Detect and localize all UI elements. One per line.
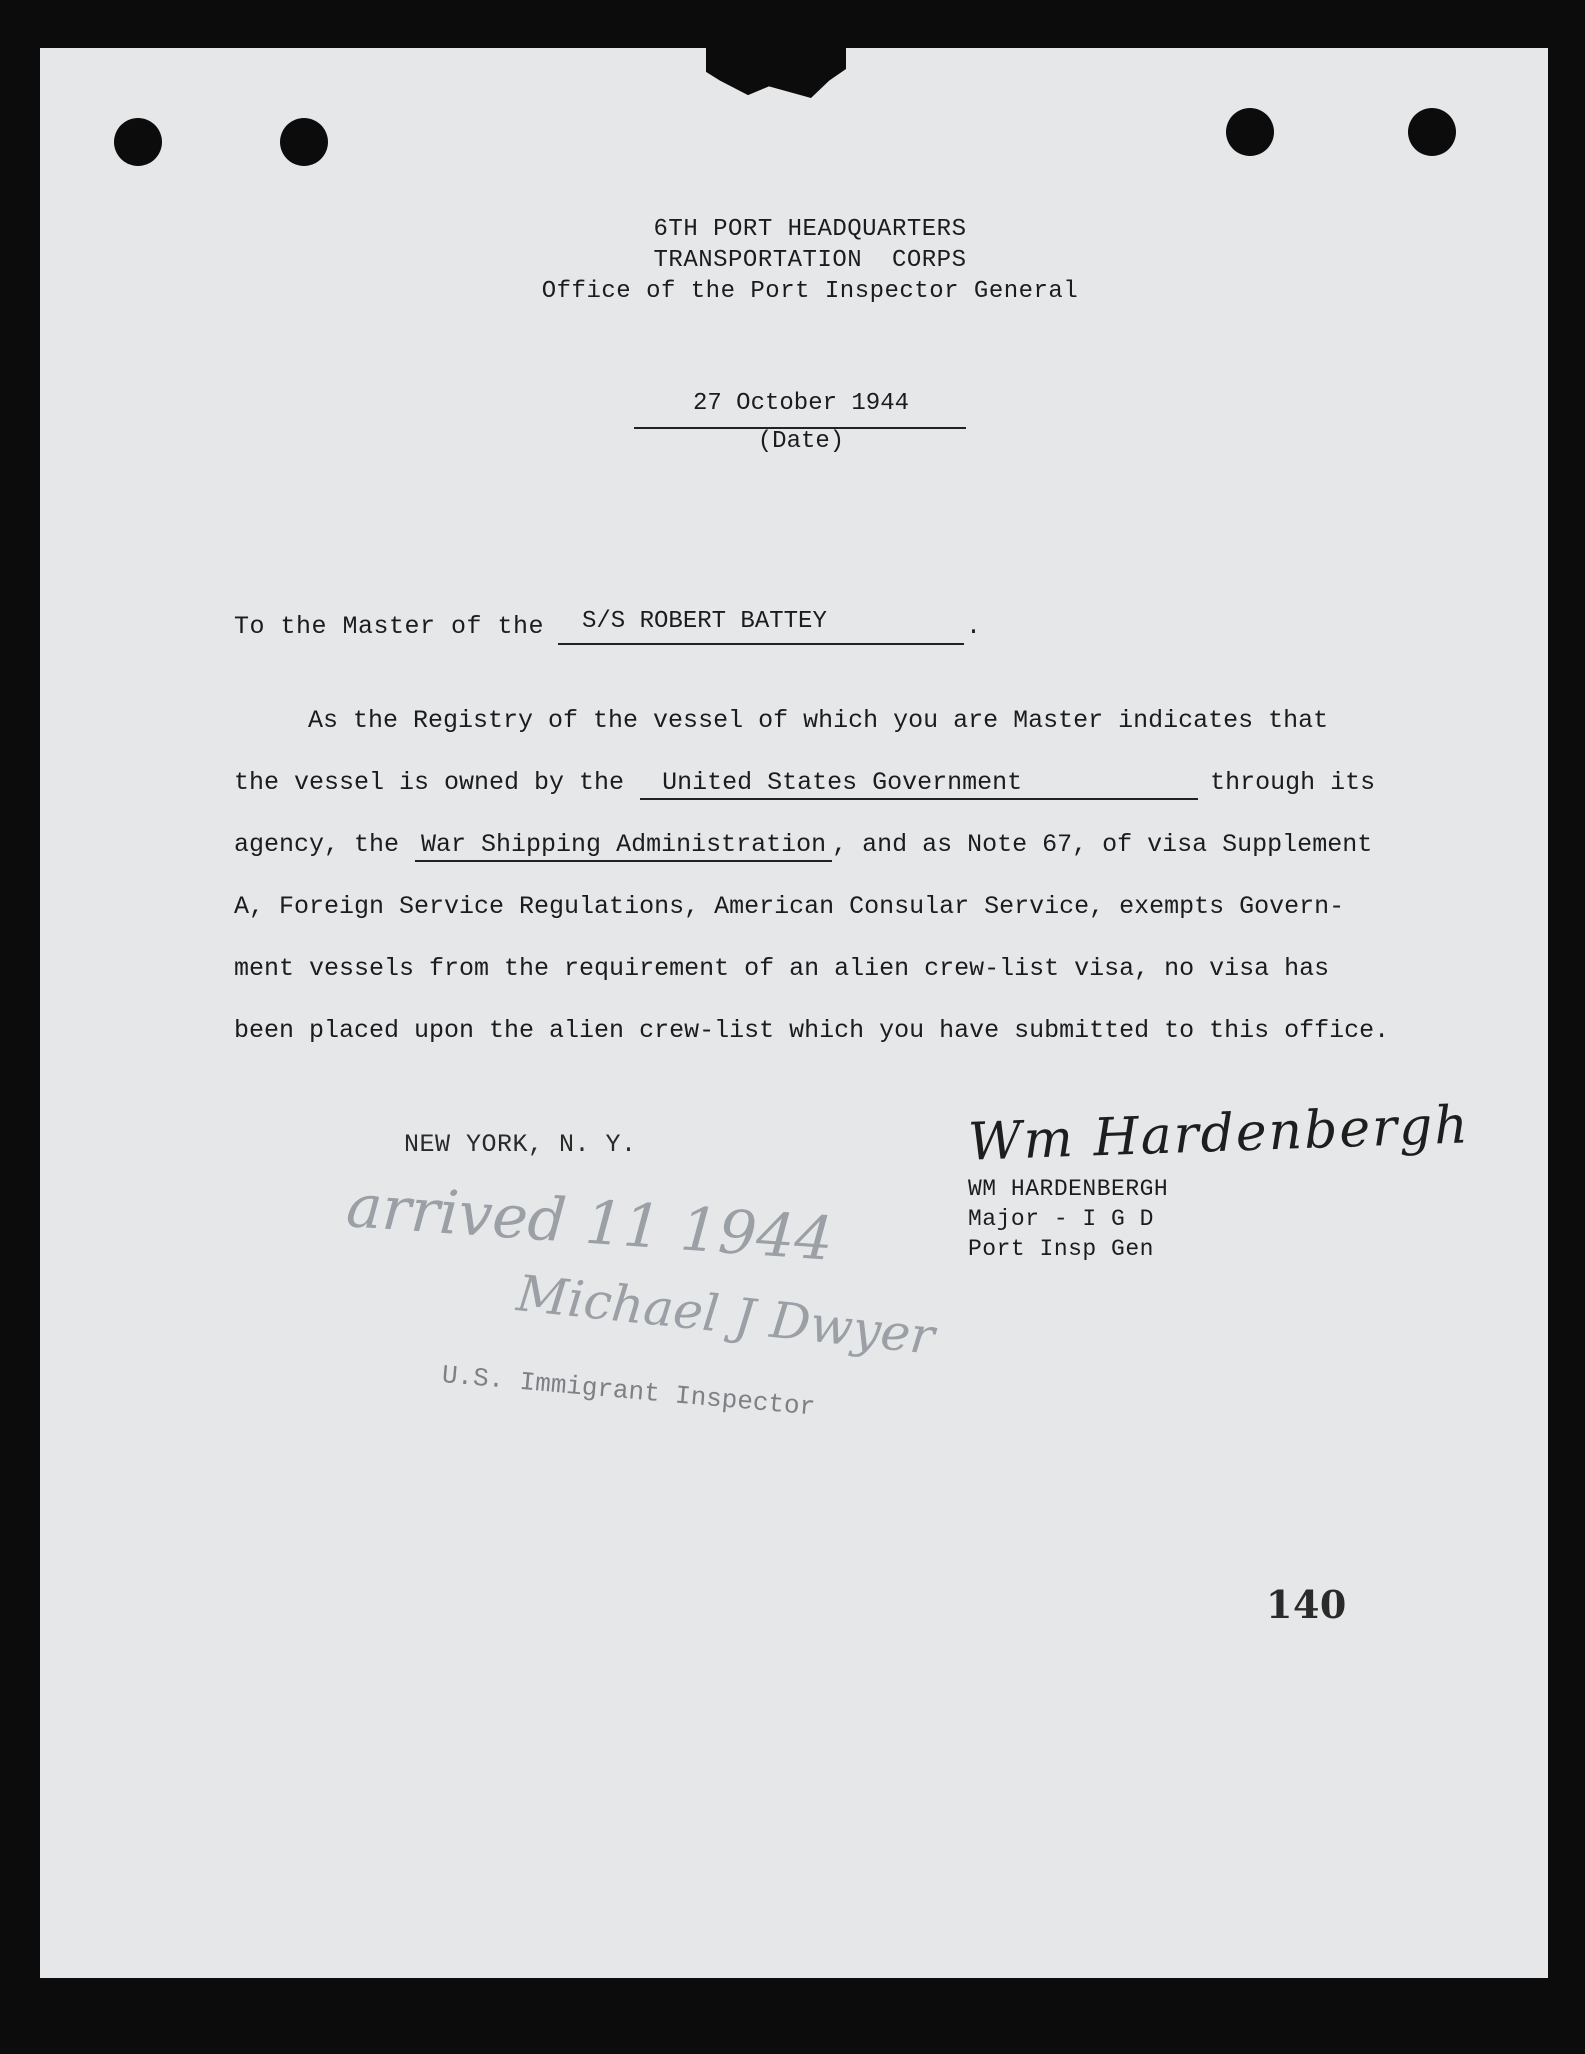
body-line-2 (234, 752, 1454, 814)
arrived-annotation: arrived 11 1944 (344, 1171, 836, 1275)
punch-hole-left-2 (280, 118, 328, 166)
punch-hole-right-1 (1226, 108, 1274, 156)
agency-suffix: , and as Note 67, of visa Supplement (832, 830, 1373, 859)
letterhead-line-2: TRANSPORTATION CORPS (653, 247, 967, 274)
agency-prefix: agency, the (234, 830, 400, 859)
punch-hole-right-2 (1408, 108, 1456, 156)
body-line-1-text: As the Registry of the vessel of which you are Master indicates that (308, 706, 1329, 735)
body-line-1 (234, 690, 1454, 752)
signer-title: Port Insp Gen (968, 1236, 1154, 1262)
agency-value: War Shipping Administration (415, 830, 832, 862)
owner-suffix: through its (1210, 768, 1376, 797)
vessel-name: S/S ROBERT BATTEY (582, 608, 827, 635)
signer-rank: Major - I G D (968, 1206, 1154, 1232)
letterhead-line-1: 6TH PORT HEADQUARTERS (653, 216, 967, 243)
punch-hole-left-1 (114, 118, 162, 166)
body-paragraph (234, 690, 1454, 1062)
letterhead-line-3: Office of the Port Inspector General (541, 278, 1079, 305)
signer-name: WM HARDENBERGH (968, 1176, 1169, 1202)
body-line-6: been placed upon the alien crew-list which you have submitted to this office. (234, 1016, 1390, 1045)
date-label: (Date) (757, 428, 845, 455)
date-value: 27 October 1944 (692, 390, 910, 417)
inspector-stamp: U.S. Immigrant Inspector (440, 1360, 817, 1423)
owner-prefix: the vessel is owned by the (234, 768, 625, 797)
salutation-suffix: . (966, 612, 982, 641)
body-line-5: ment vessels from the requirement of an alien crew-list visa, no visa has (234, 954, 1330, 983)
page-number: 140 (1266, 1582, 1347, 1627)
salutation-prefix: To the Master of the (234, 612, 545, 641)
officer-signature: Wm Hardenbergh (967, 1095, 1471, 1173)
vessel-underline (558, 643, 964, 645)
letterhead (470, 214, 1150, 307)
body-line-4: A, Foreign Service Regulations, American Consular Service, exempts Govern- (234, 892, 1345, 921)
location: NEW YORK, N. Y. (404, 1130, 637, 1159)
body-line-3 (234, 814, 1454, 876)
inspector-signature: Michael J Dwyer (514, 1264, 938, 1366)
owner-value: United States Government (640, 768, 1198, 800)
